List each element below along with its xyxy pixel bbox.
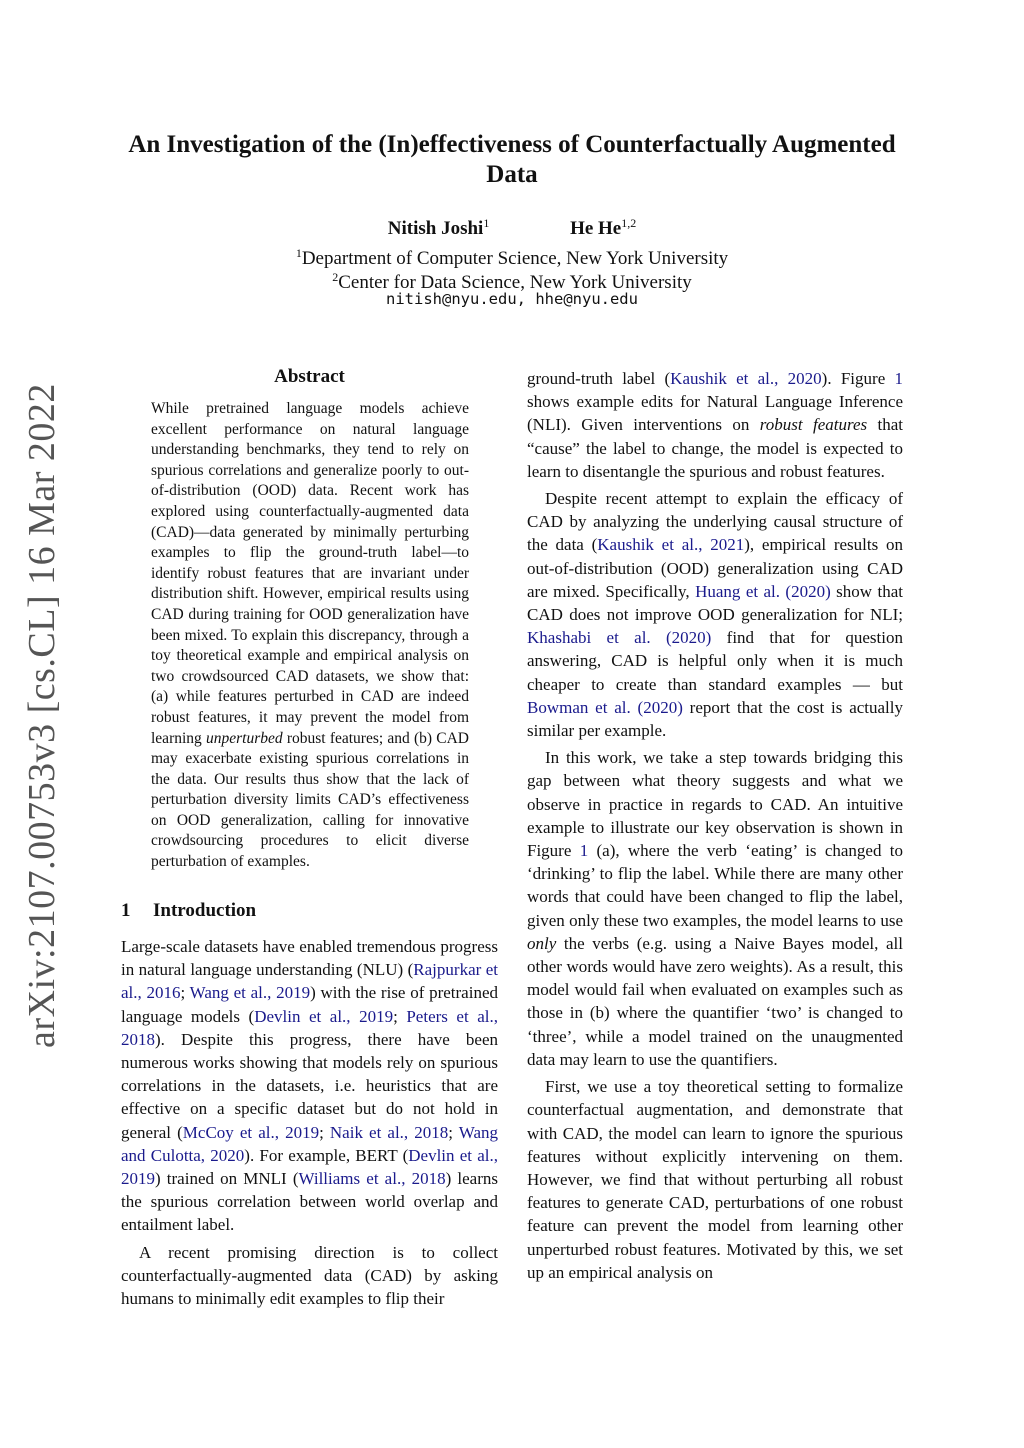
affiliation-2: $^2$Center for Data Science, New York University — [332, 270, 692, 293]
affiliation-1: $^1$Department of Computer Science, New York University — [295, 246, 729, 269]
citation-link[interactable]: Wang et al., 2019 — [189, 983, 311, 1003]
citation-link[interactable]: Wang and Culotta, 2020 — [121, 1122, 498, 1165]
abstract-text: While pretrained language models achieve excellent performance on natural language understanding benchmarks, they tend to rely on spurious correlations and generalize poorly to out-of-distribution (OOD) data. Recent work has explored using counterfactually-augmented data (CAD)—data generated by minimally perturbing examples to flip the ground-truth label—to identify robust features that are invariant under distribution shift. However, empirical results using CAD during training for OOD generalization have been mixed. To explain this discrepancy, through a toy theoretical example and empirical analysis on two crowdsourced CAD datasets, we show that: (a) while features perturbed in CAD are indeed robust features, it may prevent the model from learning unperturbed robust features; and (b) CAD may exacerbate existing spurious correlations in the data. Our results thus show that the lack of perturbation diversity limits CAD’s effectiveness on OOD generalization, calling for innovative crowdsourcing procedures to elicit diverse perturbation of examples. — [151, 400, 469, 871]
text-run: ; — [393, 1006, 407, 1026]
text-run: (a), where the verb ‘eating’ is changed to ‘drinking’ to flip the label. While there are many other words that could have been changed to flip the label, given only these two examples, the model learns to use — [527, 841, 903, 930]
text-run: ) with the rise of pretrained language models ( — [121, 983, 498, 1026]
text-run: ). Despite this progress, there have been numerous works showing that models rely on spurious correlations in the datasets, i.e. heuristics that are effective on a specific dataset but do not hold in general ( — [121, 1029, 498, 1142]
text-run: ; — [448, 1122, 459, 1142]
paragraph — [527, 1075, 903, 1284]
arxiv-identifier: arXiv:2107.00753v3 [cs.CL] 16 Mar 2022 — [21, 383, 63, 1048]
emphasis: robust features — [759, 415, 868, 435]
citation-link[interactable]: Devlin et al., 2019 — [121, 1145, 498, 1189]
citation-link[interactable]: Naik et al., 2018 — [329, 1122, 449, 1142]
text-run: the verbs (e.g. using a Naive Bayes model, all other words would have zero weights). As a result, this model would fail when evaluated on examples such as those in (b) where the quantifier ‘two’ is changed to ‘three’, while a model trained on the unaugmented data may learn to use the quantifiers. — [527, 933, 903, 1069]
paragraph — [121, 1241, 498, 1311]
author-list — [0, 216, 1024, 240]
text-run: shows example edits for Natural Language Inference (NLI). Given interventions on — [527, 392, 903, 435]
text-run: ; — [180, 983, 190, 1003]
text-run: ), empirical results on out-of-distribution (OOD) generalization using CAD are mixed. Specifically, — [527, 535, 903, 601]
text-run: ). Figure — [821, 369, 895, 388]
citation-link[interactable]: Kaushik et al., 2021 — [597, 535, 745, 555]
abstract-heading: Abstract — [274, 366, 345, 387]
paragraph — [527, 367, 903, 483]
right-column — [527, 367, 903, 1284]
text-run: ) learns the spurious correlation between world overlap and entailment label. — [121, 1169, 498, 1235]
citation-link[interactable]: Peters et al., 2018 — [121, 1006, 498, 1049]
text-run: Despite recent attempt to explain the efficacy of CAD by analyzing the underlying causal structure of the data ( — [527, 489, 903, 555]
paragraph — [527, 746, 903, 1071]
text-run: find that for question answering, CAD is helpful only when it is much cheaper to create than standard examples — but — [527, 628, 903, 694]
paragraph — [121, 935, 498, 1237]
text-run: show that CAD does not improve OOD generalization for NLI; — [527, 581, 903, 625]
citation-link[interactable]: Bowman et al. (2020) — [527, 697, 683, 717]
text-run: that “cause” the label to change, the model is expected to learn to disentangle the spurious and robust features. — [527, 415, 904, 481]
text-run: ). For example, BERT ( — [244, 1145, 409, 1165]
citation-link[interactable]: Huang et al. (2020) — [695, 581, 831, 601]
author-emails[interactable]: nitish@nyu.edu, hhe@nyu.edu — [386, 290, 638, 308]
citation-link[interactable]: Devlin et al., 2019 — [254, 1006, 394, 1026]
citation-link[interactable]: 1 — [579, 841, 589, 861]
citation-link[interactable]: Rajpurkar et al., 2016 — [121, 960, 498, 1003]
text-run: ) trained on MNLI ( — [155, 1169, 299, 1189]
author-2: He He$^{1,2}$ — [570, 216, 637, 239]
text-run: In this work, we take a step towards bridging this gap between what theory suggests and what we observe in practice in regards to CAD. An intuitive example to illustrate our key observation is shown in Figure — [527, 748, 903, 861]
text-run: First, we use a toy theoretical setting to formalize counterfactual augmentation, and demonstrate that with CAD, the model can learn to ignore the spurious features without explicitly intervening on them. However, we find that without perturbing all robust features to generate CAD, perturbations of one robust feature can prevent the model from learning other unperturbed robust features. Motivated by this, we set up an empirical analysis on — [527, 1077, 903, 1282]
citation-link[interactable]: Williams et al., 2018 — [298, 1169, 446, 1189]
text-run: ; — [319, 1122, 330, 1142]
text-run: Large-scale datasets have enabled tremendous progress in natural language understanding (NLU) ( — [121, 937, 498, 980]
citation-link[interactable]: McCoy et al., 2019 — [182, 1122, 320, 1142]
section-heading: 1 Introduction — [121, 900, 257, 921]
text-run: report that the cost is actually similar per example. — [527, 697, 903, 741]
text-run: A recent promising direction is to collect counterfactually-augmented data (CAD) by asking humans to minimally edit examples to flip their — [121, 1242, 498, 1309]
citation-link[interactable]: Khashabi et al. (2020) — [527, 628, 712, 648]
citation-link[interactable]: Kaushik et al., 2020 — [670, 369, 822, 388]
left-column — [121, 935, 498, 1310]
paper-title: An Investigation of the (In)effectiveness of Counterfactually Augmented Data — [128, 131, 896, 188]
emphasis: only — [527, 933, 557, 953]
citation-link[interactable]: 1 — [894, 369, 903, 388]
text-run: ground-truth label ( — [527, 369, 671, 388]
author-1: Nitish Joshi$^1$ — [387, 216, 490, 239]
paragraph — [527, 487, 903, 742]
